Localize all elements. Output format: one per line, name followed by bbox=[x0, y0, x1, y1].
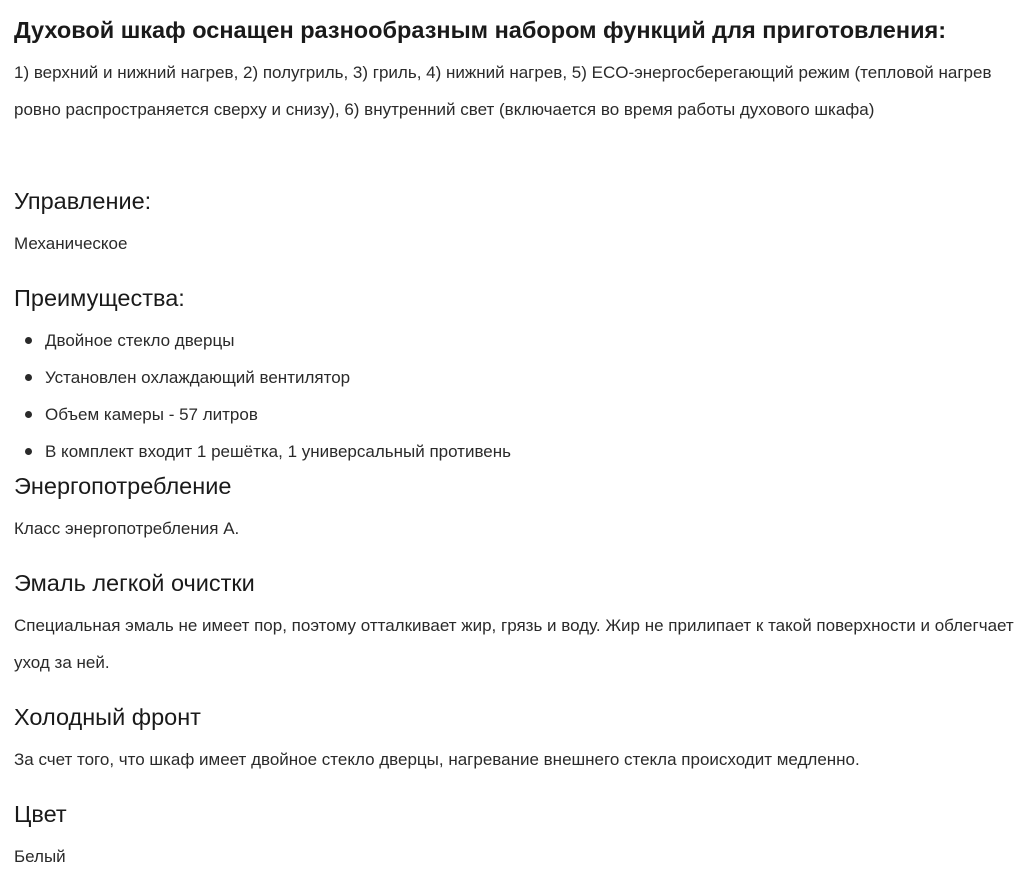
list-item bbox=[14, 359, 511, 396]
functions-text: 1) верхний и нижний нагрев, 2) полугриль, 3) гриль, 4) нижний нагрев, 5) ECO-энергосберегающий режим (тепловой нагрев ровно распространяется сверху и снизу), 6) внутренний свет (включается во время работы духового шкафа) bbox=[14, 63, 992, 119]
list-item bbox=[14, 396, 511, 433]
bullet-icon bbox=[25, 337, 32, 344]
list-item-text: Двойное стекло дверцы bbox=[45, 331, 235, 350]
list-item-text: В комплект входит 1 решётка, 1 универсальный противень bbox=[45, 442, 512, 461]
color-text: Белый bbox=[14, 847, 66, 866]
control-heading: Управление: bbox=[14, 188, 152, 214]
bullet-icon bbox=[25, 411, 32, 418]
cold-front-heading: Холодный фронт bbox=[14, 704, 201, 730]
list-item-text: Установлен охлаждающий вентилятор bbox=[45, 368, 351, 387]
list-item bbox=[14, 322, 511, 359]
energy-heading: Энергопотребление bbox=[14, 473, 232, 499]
energy-text: Класс энергопотребления А. bbox=[14, 519, 240, 538]
cold-front-text: За счет того, что шкаф имеет двойное стекло дверцы, нагревание внешнего стекла происходит медленно. bbox=[14, 750, 860, 769]
control-text: Механическое bbox=[14, 234, 128, 253]
color-heading: Цвет bbox=[14, 801, 67, 827]
bullet-icon bbox=[25, 374, 32, 381]
advantages-list bbox=[14, 322, 511, 470]
enamel-text: Специальная эмаль не имеет пор, поэтому отталкивает жир, грязь и воду. Жир не прилипает к такой поверхности и облегчает уход за ней. bbox=[14, 616, 1014, 672]
enamel-heading: Эмаль легкой очистки bbox=[14, 570, 255, 596]
functions-heading: Духовой шкаф оснащен разнообразным набором функций для приготовления: bbox=[14, 17, 947, 43]
list-item bbox=[14, 433, 511, 470]
bullet-icon bbox=[25, 448, 32, 455]
advantages-heading: Преимущества: bbox=[14, 285, 185, 311]
list-item-text: Объем камеры - 57 литров bbox=[45, 405, 258, 424]
